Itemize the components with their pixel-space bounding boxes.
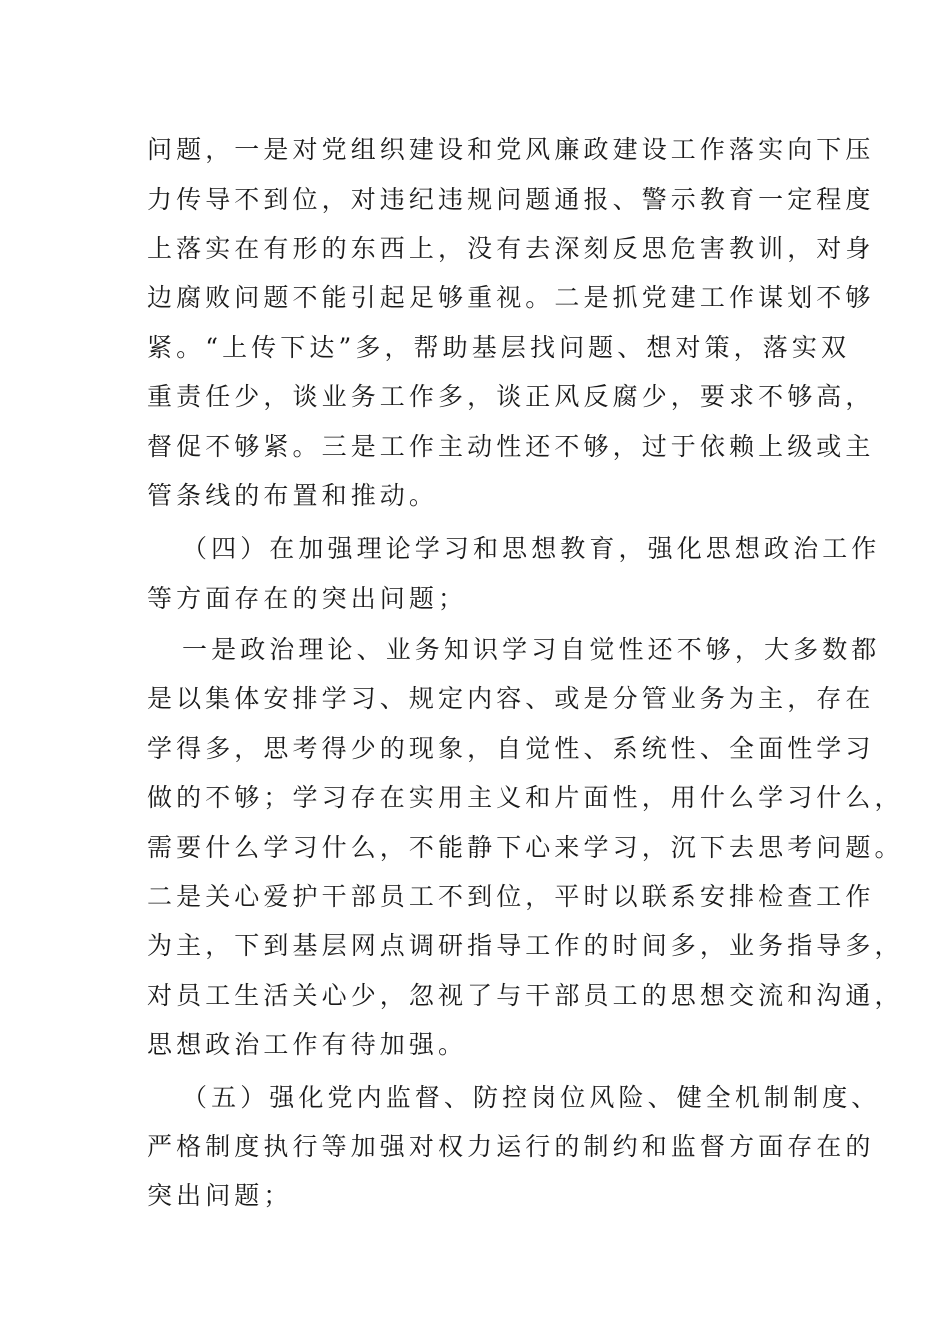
text-line: 做的不够；学习存在实用主义和片面性，用什么学习什么，: [147, 783, 904, 812]
text-line: 管条线的布置和推动。: [147, 481, 439, 510]
text-line: 学得多，思考得少的现象，自觉性、系统性、全面性学习: [147, 734, 875, 763]
text-line: 力传导不到位，对违纪违规问题通报、警示教育一定程度: [147, 185, 875, 214]
text-line: 一是政治理论、业务知识学习自觉性还不够，大多数都: [182, 635, 881, 664]
text-line: 问题，一是对党组织建设和党风廉政建设工作落实向下压: [147, 135, 875, 164]
text-line: 需要什么学习什么，不能静下心来学习，沉下去思考问题。: [147, 833, 904, 862]
text-line: 思想政治工作有待加强。: [147, 1030, 468, 1059]
section-heading-5: （五）强化党内监督、防控岗位风险、健全机制制度、: [182, 1083, 881, 1112]
text-line: 上落实在有形的东西上，没有去深刻反思危害教训，对身: [147, 234, 875, 263]
text-line: 边腐败问题不能引起足够重视。二是抓党建工作谋划不够: [147, 283, 875, 312]
text-line: 是以集体安排学习、规定内容、或是分管业务为主，存在: [147, 684, 875, 713]
section-heading-4-continued: 等方面存在的突出问题；: [147, 584, 468, 613]
section-heading-5-continued: 严格制度执行等加强对权力运行的制约和监督方面存在的: [147, 1132, 875, 1161]
text-line: 为主，下到基层网点调研指导工作的时间多，业务指导多，: [147, 931, 904, 960]
text-line: 紧。“上传下达”多，帮助基层找问题、想对策，落实双: [147, 333, 851, 362]
text-line: 二是关心爱护干部员工不到位，平时以联系安排检查工作: [147, 882, 875, 911]
text-line: 重责任少，谈业务工作多，谈正风反腐少，要求不够高，: [147, 382, 875, 411]
section-heading-4: （四）在加强理论学习和思想教育，强化思想政治工作: [182, 534, 881, 563]
text-line: 督促不够紧。三是工作主动性还不够，过于依赖上级或主: [147, 432, 875, 461]
section-heading-5-continued: 突出问题；: [147, 1181, 293, 1210]
text-line: 对员工生活关心少，忽视了与干部员工的思想交流和沟通，: [147, 981, 904, 1010]
